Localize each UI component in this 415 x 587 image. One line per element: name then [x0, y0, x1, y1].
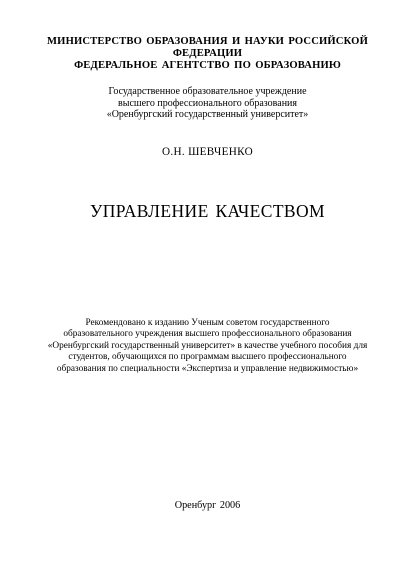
recommendation-note [0, 318, 415, 375]
recommendation-line: «Оренбургский государственный университет» в качестве учебного пособия для [47, 340, 368, 351]
recommendation-line: Рекомендовано к изданию Ученым советом государственного [85, 318, 330, 328]
recommendation-line: образовательного учреждения высшего профессионального образования [63, 329, 352, 340]
recommendation-line: образования по специальности «Экспертиза и управление недвижимостью» [56, 363, 359, 374]
recommendation-line: студентов, обучающихся по программам высшего профессионального [68, 352, 347, 363]
institution-line: «Оренбургский государственный университет» [106, 109, 309, 120]
institution-name [0, 86, 415, 121]
publication-place-year: Оренбург 2006 [174, 500, 241, 511]
ministry-line: ФЕДЕРАЛЬНОЕ АГЕНТСТВО ПО ОБРАЗОВАНИЮ [74, 60, 341, 72]
ministry-line: МИНИСТЕРСТВО ОБРАЗОВАНИЯ И НАУКИ РОССИЙСКОЙ [47, 36, 368, 47]
ministry-header [0, 36, 415, 73]
author-name: О.Н. ШЕВЧЕНКО [162, 146, 253, 158]
ministry-line: ФЕДЕРАЦИИ [172, 48, 243, 60]
institution-line: Государственное образовательное учреждение [108, 86, 307, 97]
document-title: УПРАВЛЕНИЕ КАЧЕСТВОМ [89, 201, 325, 221]
institution-line: высшего профессионального образования [118, 97, 297, 109]
